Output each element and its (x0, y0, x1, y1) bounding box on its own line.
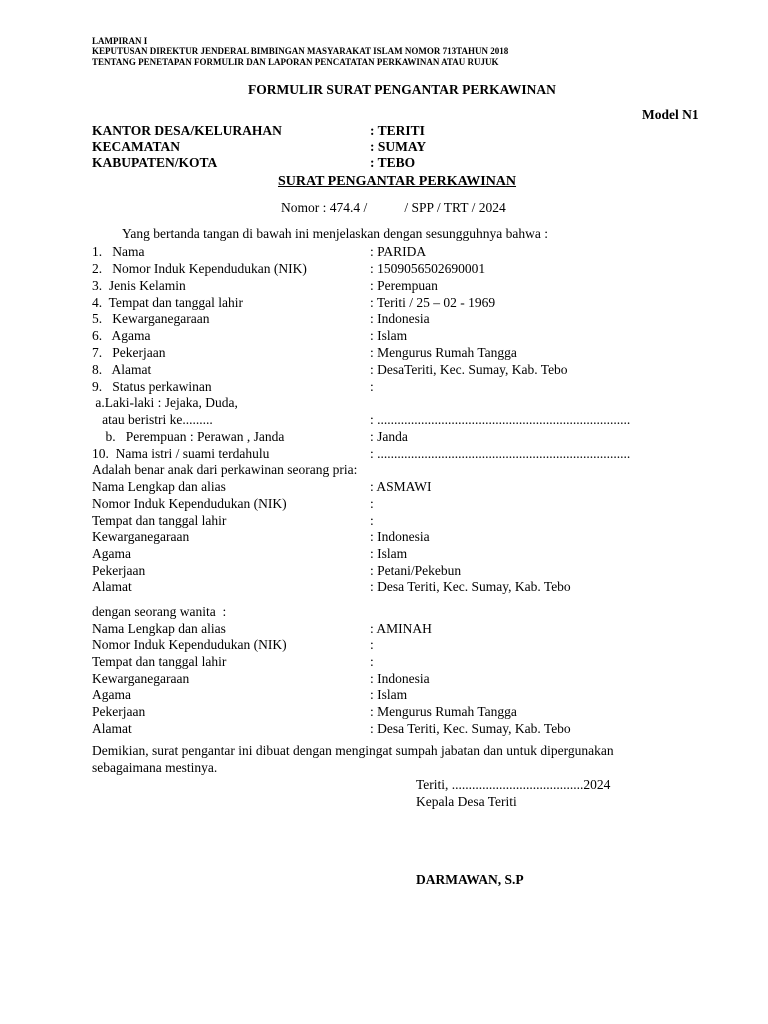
field-label: 6. Agama (92, 328, 151, 343)
mother-row (92, 636, 712, 653)
field-label: Kewarganegaraan (92, 529, 190, 544)
office-label: KECAMATAN (92, 139, 180, 154)
office-value: : SUMAY (370, 139, 427, 154)
field-label: Tempat dan tanggal lahir (92, 513, 227, 528)
field-value: : (370, 654, 374, 669)
subject-row (92, 394, 712, 411)
field-value: : Mengurus Rumah Tangga (370, 704, 517, 719)
field-value: : (370, 379, 374, 394)
field-label: 10. Nama istri / suami terdahulu (92, 446, 270, 461)
field-value: : Janda (370, 429, 408, 444)
office-district (92, 138, 712, 155)
closing-text: Demikian, surat pengantar ini dibuat dengan mengingat sumpah jabatan dan untuk dipergunakan (92, 743, 614, 758)
field-value: : Indonesia (370, 671, 430, 686)
field-label: Pekerjaan (92, 563, 146, 578)
subject-row (92, 411, 712, 428)
field-label: Kewarganegaraan (92, 671, 190, 686)
field-label: 2. Nomor Induk Kependudukan (NIK) (92, 261, 307, 276)
letter-title: SURAT PENGANTAR PERKAWINAN (278, 174, 517, 189)
mother-row (92, 653, 712, 670)
field-label: Alamat (92, 721, 132, 736)
field-label: Nama Lengkap dan alias (92, 621, 226, 636)
father-row (92, 495, 712, 512)
field-label: Nomor Induk Kependudukan (NIK) (92, 496, 287, 511)
field-label: atau beristri ke......... (92, 412, 213, 427)
field-value: : ........................................................................... (370, 446, 631, 461)
intro-text: Yang bertanda tangan di bawah ini menjelaskan dengan sesungguhnya bahwa : (122, 226, 549, 241)
subject-row (92, 243, 712, 260)
field-value: : (370, 496, 374, 511)
field-label: 7. Pekerjaan (92, 345, 166, 360)
signer-name: DARMAWAN, S.P (416, 872, 524, 887)
father-intro-text: Adalah benar anak dari perkawinan seorang pria: (92, 462, 358, 477)
field-label: Alamat (92, 579, 132, 594)
field-value: : Islam (370, 687, 408, 702)
closing-text-cont: sebagaimana mestinya. (92, 760, 218, 775)
father-row (92, 478, 712, 495)
subject-row (92, 361, 712, 378)
field-value: : ASMAWI (370, 479, 432, 494)
field-value: : Desa Teriti, Kec. Sumay, Kab. Tebo (370, 579, 571, 594)
father-intro (92, 461, 712, 478)
subject-row (92, 327, 712, 344)
signer-title: Kepala Desa Teriti (416, 794, 517, 809)
field-value: : Indonesia (370, 311, 430, 326)
field-label: 4. Tempat dan tanggal lahir (92, 295, 244, 310)
field-label: 5. Kewarganegaraan (92, 311, 210, 326)
field-label: a.Laki-laki : Jejaka, Duda, (92, 395, 238, 410)
mother-row (92, 703, 712, 720)
field-value: : 1509056502690001 (370, 261, 486, 276)
office-value: : TEBO (370, 155, 416, 170)
subject-row (92, 344, 712, 361)
form-title: FORMULIR SURAT PENGANTAR PERKAWINAN (248, 82, 556, 97)
field-value: : PARIDA (370, 244, 427, 259)
office-value: : TERITI (370, 123, 425, 138)
field-value: : Islam (370, 328, 408, 343)
field-label: 9. Status perkawinan (92, 379, 212, 394)
field-value: : Desa Teriti, Kec. Sumay, Kab. Tebo (370, 721, 571, 736)
field-value: : Mengurus Rumah Tangga (370, 345, 517, 360)
field-value: : (370, 637, 374, 652)
field-value: : Perempuan (370, 278, 438, 293)
attachment-label: LAMPIRAN I (92, 36, 148, 46)
field-value: : AMINAH (370, 621, 432, 636)
mother-intro-text: dengan seorang wanita : (92, 604, 227, 619)
subject-row (92, 378, 712, 395)
field-value: : Petani/Pekebun (370, 563, 462, 578)
field-value: : Indonesia (370, 529, 430, 544)
office-label: KABUPATEN/KOTA (92, 155, 218, 170)
office-village (92, 122, 712, 139)
mother-row (92, 720, 712, 737)
father-row (92, 545, 712, 562)
mother-row (92, 670, 712, 687)
mother-intro (92, 603, 712, 620)
office-regency (92, 154, 712, 171)
field-label: Pekerjaan (92, 704, 146, 719)
father-row (92, 578, 712, 595)
subject-row (92, 428, 712, 445)
field-label: 8. Alamat (92, 362, 152, 377)
model-code: Model N1 (642, 107, 699, 122)
subject-row (92, 294, 712, 311)
father-row (92, 528, 712, 545)
office-label: KANTOR DESA/KELURAHAN (92, 123, 282, 138)
field-value: : (370, 513, 374, 528)
field-label: Agama (92, 687, 131, 702)
field-label: Tempat dan tanggal lahir (92, 654, 227, 669)
field-value: : DesaTeriti, Kec. Sumay, Kab. Tebo (370, 362, 568, 377)
decree-title: KEPUTUSAN DIREKTUR JENDERAL BIMBINGAN MASYARAKAT ISLAM NOMOR 713TAHUN 2018 (92, 46, 509, 56)
father-row (92, 512, 712, 529)
field-label: Agama (92, 546, 131, 561)
field-value: : Teriti / 25 – 02 - 1969 (370, 295, 496, 310)
subject-row (92, 310, 712, 327)
field-label: 3. Jenis Kelamin (92, 278, 186, 293)
field-value: : Islam (370, 546, 408, 561)
place-date: Teriti, .......................................2024 (416, 777, 611, 792)
decree-subject: TENTANG PENETAPAN FORMULIR DAN LAPORAN PENCATATAN PERKAWINAN ATAU RUJUK (92, 57, 499, 67)
subject-row (92, 277, 712, 294)
field-label: 1. Nama (92, 244, 145, 259)
field-label: b. Perempuan : Perawan , Janda (92, 429, 285, 444)
father-row (92, 562, 712, 579)
field-label: Nama Lengkap dan alias (92, 479, 226, 494)
subject-row (92, 260, 712, 277)
subject-row (92, 445, 712, 462)
mother-row (92, 620, 712, 637)
field-label: Nomor Induk Kependudukan (NIK) (92, 637, 287, 652)
field-value: : ........................................................................... (370, 412, 631, 427)
mother-row (92, 686, 712, 703)
letter-number: Nomor : 474.4 / / SPP / TRT / 2024 (281, 200, 506, 215)
